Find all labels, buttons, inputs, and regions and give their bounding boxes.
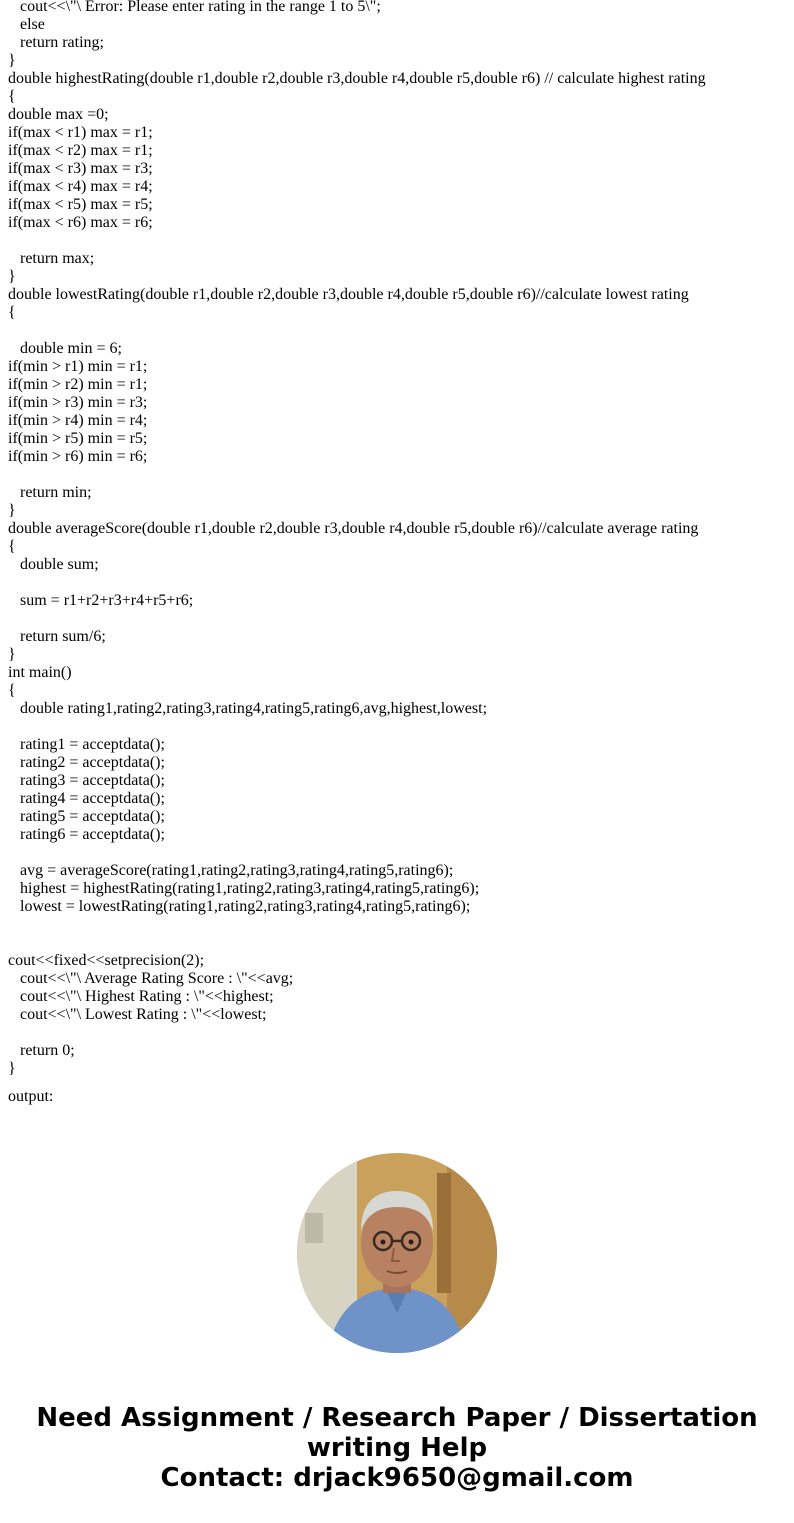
- code-line: rating6 = acceptdata();: [8, 826, 165, 843]
- code-line: [8, 718, 786, 736]
- promo-line-2: writing Help: [306, 1433, 488, 1463]
- code-line: [8, 916, 786, 934]
- code-line: if(min > r4) min = r4;: [8, 412, 148, 429]
- code-line: }: [8, 268, 16, 285]
- code-line: double min = 6;: [8, 340, 122, 357]
- code-line: return 0;: [8, 1042, 75, 1059]
- code-line: rating4 = acceptdata();: [8, 790, 165, 807]
- code-line: {: [8, 88, 16, 105]
- code-line: }: [8, 52, 16, 69]
- code-line: double max =0;: [8, 106, 109, 123]
- code-line: {: [8, 304, 16, 321]
- promo-line-1: Need Assignment / Research Paper / Dissertation: [36, 1403, 758, 1433]
- code-listing: [8, 0, 786, 1078]
- code-line: if(min > r1) min = r1;: [8, 358, 148, 375]
- code-line: if(max < r3) max = r3;: [8, 160, 153, 177]
- code-line: rating3 = acceptdata();: [8, 772, 165, 789]
- code-line: [8, 934, 786, 952]
- code-line: if(max < r2) max = r1;: [8, 142, 153, 159]
- code-line: if(max < r6) max = r6;: [8, 214, 153, 231]
- code-line: lowest = lowestRating(rating1,rating2,rating3,rating4,rating5,rating6);: [8, 898, 471, 915]
- code-line: [8, 1024, 786, 1042]
- code-line: return rating;: [8, 34, 104, 51]
- code-line: if(min > r5) min = r5;: [8, 430, 148, 447]
- code-line: cout<<\"\ Highest Rating : \"<<highest;: [8, 988, 274, 1005]
- code-line: double averageScore(double r1,double r2,double r3,double r4,double r5,double r6)//calculate average rating: [8, 520, 699, 537]
- code-line: rating1 = acceptdata();: [8, 736, 165, 753]
- code-line: }: [8, 1060, 16, 1077]
- promo-banner: [0, 1403, 794, 1493]
- author-avatar: [297, 1153, 497, 1353]
- code-line: double rating1,rating2,rating3,rating4,rating5,rating6,avg,highest,lowest;: [8, 700, 488, 717]
- code-line: }: [8, 646, 16, 663]
- code-line: int main(): [8, 664, 72, 681]
- code-line: else: [8, 16, 45, 33]
- code-line: cout<<\"\ Average Rating Score : \"<<avg;: [8, 970, 294, 987]
- code-line: rating2 = acceptdata();: [8, 754, 165, 771]
- code-line: }: [8, 502, 16, 519]
- code-line: double highestRating(double r1,double r2,double r3,double r4,double r5,double r6) // calculate highest rating: [8, 70, 706, 87]
- code-line: if(min > r6) min = r6;: [8, 448, 148, 465]
- code-line: double sum;: [8, 556, 99, 573]
- code-line: rating5 = acceptdata();: [8, 808, 165, 825]
- code-line: avg = averageScore(rating1,rating2,rating3,rating4,rating5,rating6);: [8, 862, 454, 879]
- output-label: output:: [8, 1088, 54, 1105]
- code-line: cout<<fixed<<setprecision(2);: [8, 952, 205, 969]
- code-line: return sum/6;: [8, 628, 106, 645]
- code-line: highest = highestRating(rating1,rating2,rating3,rating4,rating5,rating6);: [8, 880, 480, 897]
- code-line: if(min > r3) min = r3;: [8, 394, 148, 411]
- code-line: return max;: [8, 250, 95, 267]
- code-line: if(max < r1) max = r1;: [8, 124, 153, 141]
- code-line: [8, 466, 786, 484]
- code-line: cout<<\"\ Error: Please enter rating in the range 1 to 5\";: [8, 0, 381, 15]
- author-photo-icon: [297, 1153, 497, 1353]
- code-line: if(min > r2) min = r1;: [8, 376, 148, 393]
- code-line: [8, 322, 786, 340]
- code-line: double lowestRating(double r1,double r2,double r3,double r4,double r5,double r6)//calculate lowest rating: [8, 286, 689, 303]
- code-line: {: [8, 538, 16, 555]
- code-line: [8, 574, 786, 592]
- promo-contact: Contact: drjack9650@gmail.com: [160, 1463, 634, 1493]
- code-line: if(max < r5) max = r5;: [8, 196, 153, 213]
- code-line: {: [8, 682, 16, 699]
- code-line: if(max < r4) max = r4;: [8, 178, 153, 195]
- code-line: return min;: [8, 484, 92, 501]
- code-line: [8, 232, 786, 250]
- code-line: cout<<\"\ Lowest Rating : \"<<lowest;: [8, 1006, 267, 1023]
- code-line: [8, 844, 786, 862]
- code-line: [8, 610, 786, 628]
- code-line: sum = r1+r2+r3+r4+r5+r6;: [8, 592, 194, 609]
